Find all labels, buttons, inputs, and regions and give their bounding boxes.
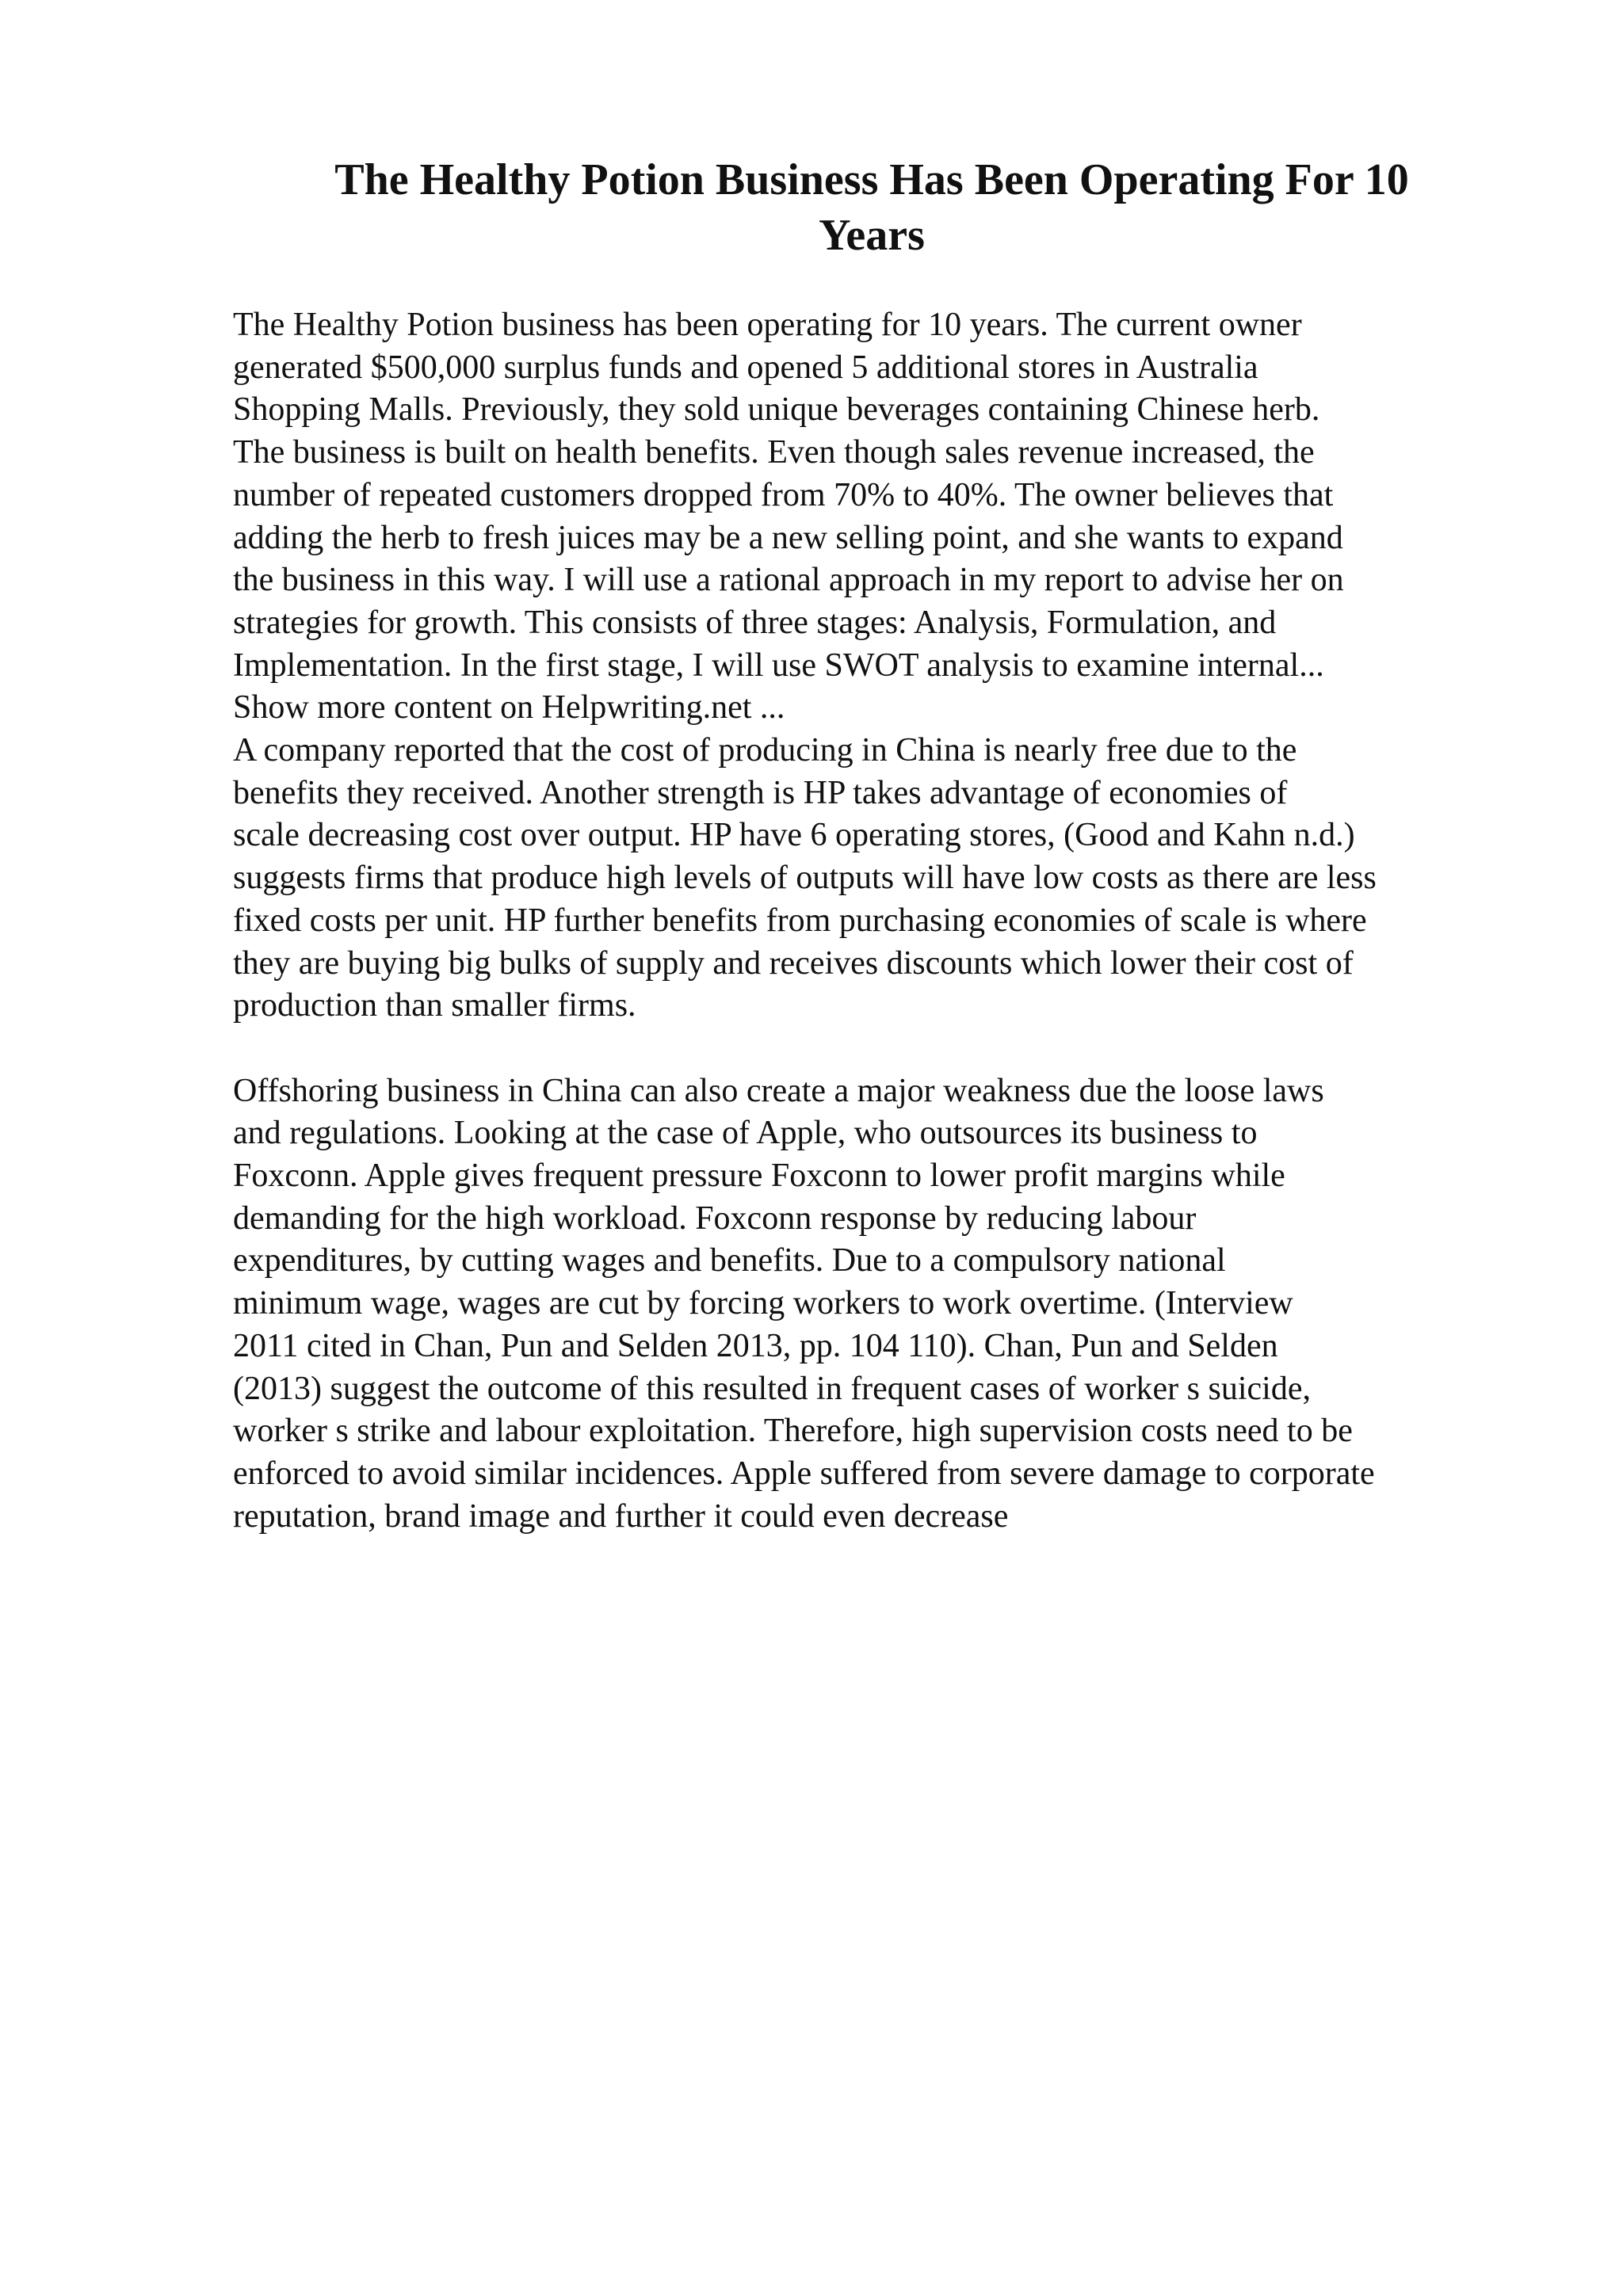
text-line: Offshoring business in China can also create a major weakness due the loose laws: [233, 1072, 1324, 1109]
title-line: Years: [819, 211, 925, 260]
text-line: Foxconn. Apple gives frequent pressure Foxconn to lower profit margins while: [233, 1158, 1285, 1195]
title-line: The Healthy Potion Business Has Been Operating For 10: [334, 155, 1409, 204]
text-line: production than smaller firms.: [233, 987, 636, 1024]
text-line: suggests firms that produce high levels of outputs will have low costs as there are less: [233, 860, 1377, 897]
text-line: expenditures, by cutting wages and benefits. Due to a compulsory national: [233, 1242, 1226, 1280]
text-line: adding the herb to fresh juices may be a new selling point, and she wants to expand: [233, 519, 1343, 556]
text-line: The business is built on health benefits. Even though sales revenue increased, the: [233, 434, 1315, 471]
text-line: A company reported that the cost of producing in China is nearly free due to the: [233, 732, 1297, 769]
text-line: (2013) suggest the outcome of this resulted in frequent cases of worker s suicide,: [233, 1370, 1311, 1407]
paragraph-strengths: [233, 730, 1517, 1028]
paragraph-weaknesses: [233, 1070, 1517, 1539]
text-line: they are buying big bulks of supply and receives discounts which lower their cost of: [233, 944, 1354, 982]
text-line: scale decreasing cost over output. HP have 6 operating stores, (Good and Kahn n.d.): [233, 817, 1355, 854]
text-line: Shopping Malls. Previously, they sold unique beverages containing Chinese herb.: [233, 391, 1320, 429]
text-line: reputation, brand image and further it could even decrease: [233, 1497, 1009, 1535]
text-line: 2011 cited in Chan, Pun and Selden 2013, pp. 104 110). Chan, Pun and Selden: [233, 1327, 1278, 1364]
paragraph-gap: [233, 1028, 1517, 1070]
text-line: fixed costs per unit. HP further benefits from purchasing economies of scale is where: [233, 902, 1367, 939]
text-line: minimum wage, wages are cut by forcing workers to work overtime. (Interview: [233, 1285, 1293, 1322]
document-title: [230, 152, 1514, 263]
text-line: demanding for the high workload. Foxconn response by reducing labour: [233, 1199, 1197, 1237]
document-body: [233, 304, 1517, 1538]
paragraph-intro: [233, 304, 1517, 730]
text-line: Implementation. In the first stage, I will use SWOT analysis to examine internal...: [233, 646, 1324, 684]
text-line: The Healthy Potion business has been operating for 10 years. The current owner: [233, 307, 1302, 343]
text-line: and regulations. Looking at the case of Apple, who outsources its business to: [233, 1115, 1258, 1152]
show-more-line: Show more content on Helpwriting.net ...: [233, 689, 785, 727]
text-line: strategies for growth. This consists of three stages: Analysis, Formulation, and: [233, 604, 1277, 641]
text-line: enforced to avoid similar incidences. Apple suffered from severe damage to corporate: [233, 1455, 1375, 1492]
text-line: benefits they received. Another strength is HP takes advantage of economies of: [233, 774, 1288, 811]
text-line: worker s strike and labour exploitation. Therefore, high supervision costs need to be: [233, 1413, 1353, 1450]
text-line: the business in this way. I will use a rational approach in my report to advise her on: [233, 562, 1344, 599]
text-line: number of repeated customers dropped from 70% to 40%. The owner believes that: [233, 476, 1334, 513]
text-line: generated $500,000 surplus funds and opened 5 additional stores in Australia: [233, 349, 1258, 386]
